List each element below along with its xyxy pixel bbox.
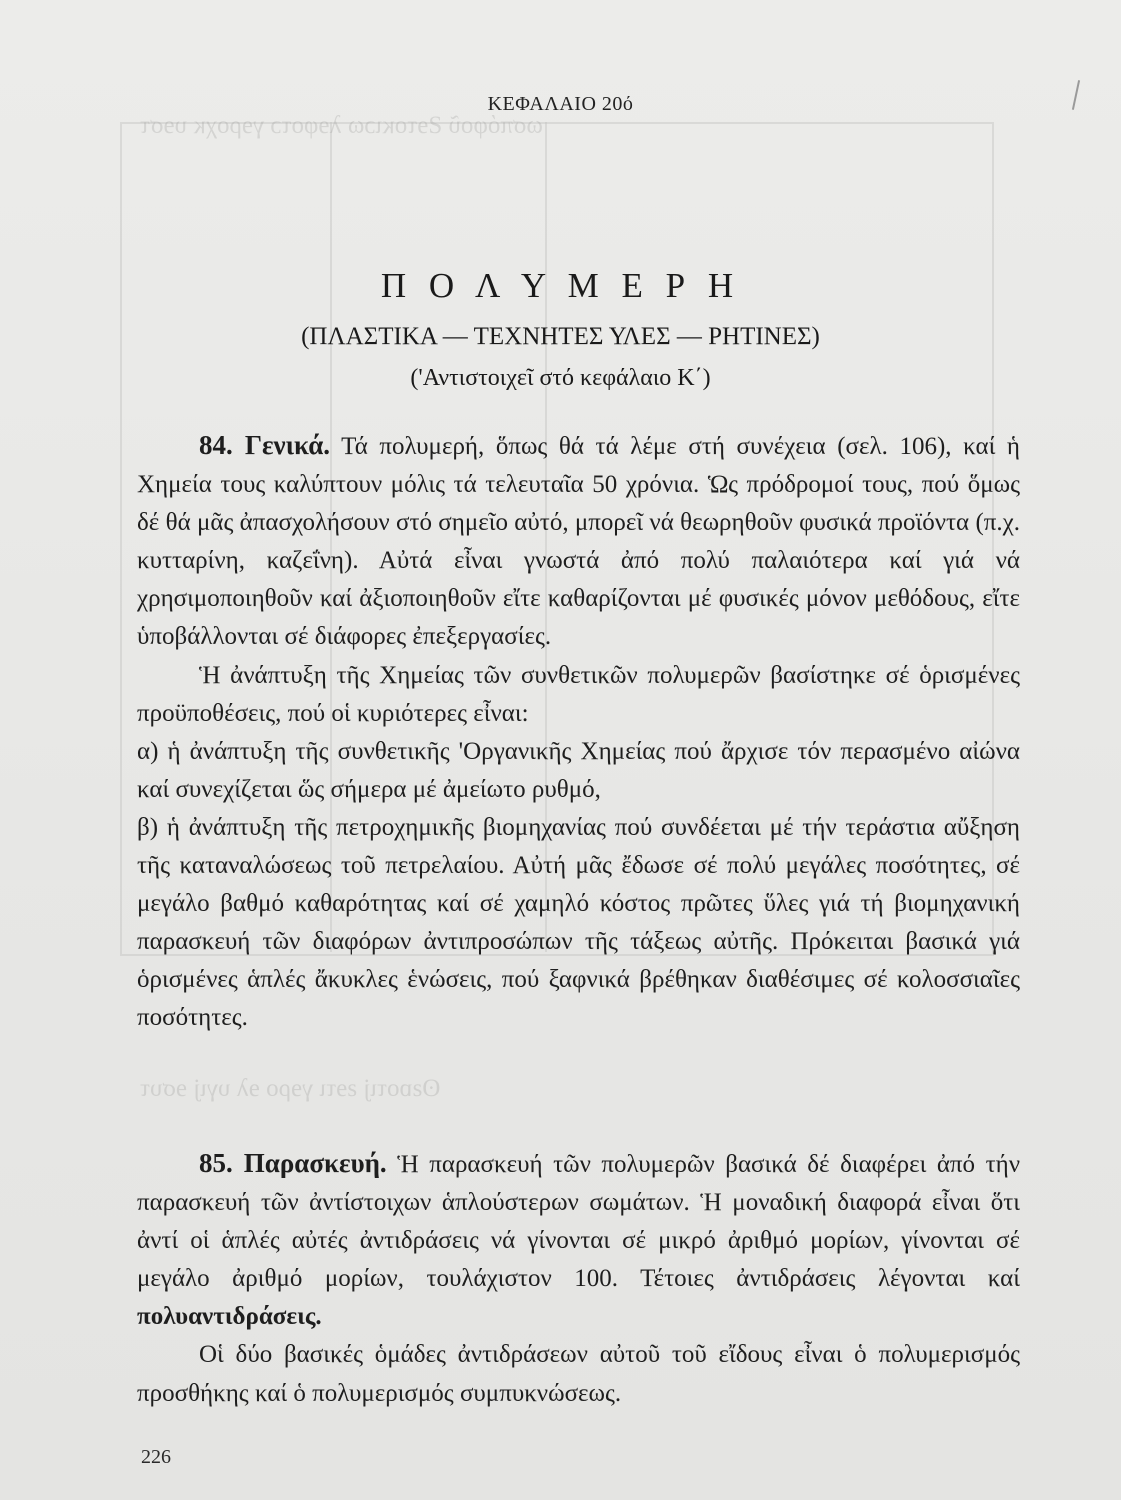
section-heading: 85. Παρασκευή. [199,1148,387,1178]
chapter-subtitle: (ΠΛΑΣΤΙΚΑ — ΤΕΧΝΗΤΕΣ ΥΛΕΣ — ΡΗΤΙΝΕΣ) [301,323,820,350]
paragraph-text: Τά πολυμερή, ὅπως θά τά λέμε στή συνέχεια (σελ. 106), καί ἡ Χημεία τους καλύπτουν μόλις τά τελευταῖα 50 χρόνια. Ὡς πρόδρομοί τους, πού ὅμως δέ θά μᾶς ἀπασχολήσουν στό σημεῖο αὐτό, μπορεῖ νά θεωρηθοῦν φυσικά προϊόντα (π.χ. κυτταρίνη, καζεΐνη). Αὐτά εἶναι γνωστά ἀπό πολύ παλαιότερα καί γιά νά χρησιμοποιηθοῦν καί ἀξιοποιηθοῦν εἴτε καθαρίζονται μέ φυσικές μόνον μεθόδους, εἴτε ὑποβάλλονται σέ διάφορες ἐπεξεργασίες. [137,433,1020,651]
page-number: 226 [141,1446,171,1468]
section-84 [137,426,1020,1038]
paragraph [137,1144,1020,1336]
paragraph [137,426,1020,657]
paragraph: Οἱ δύο βασικές ὁμάδες ἀντιδράσεων αὐτοῦ τοῦ εἴδους εἶναι ὁ πολυμερισμός προσθήκης καί ὁ πολυμερισμός συμπυκνώσεως. [137,1341,1020,1407]
bleed-through-text: ʘƨɒοτιϳ ƨɘτι γɘρο ɘλ υγιϳ ɘσυτ [140,1075,441,1102]
section-85 [137,1144,1020,1413]
section-heading: 84. Γενικά. [199,430,331,460]
list-item: β) ἡ ἀνάπτυξη τῆς πετροχημικῆς βιομηχανίας πού συνδέεται μέ τήν τεράστια αὔξηση τῆς καταναλώσεως τοῦ πετρελαίου. Αὐτή μᾶς ἔδωσε σέ πολύ μεγάλες ποσότητες, σέ μεγάλο βαθμό καθαρότητας καί σέ χαμηλό κόστος πρῶτες ὕλες γιά τή βιομηχανική παρασκευή τῶν διαφόρων ἀντιπροσώπων τῆς τάξεως αὐτῆς. Πρόκειται βασικά γιά ὁρισμένες ἁπλές ἄκυκλες ἑνώσεις, πού ξαφνικά βρέθηκαν διαθέσιμες σέ κολοσσιαῖες ποσότητες. [137,813,1020,1032]
key-term: πολυαντιδράσεις. [137,1303,322,1331]
paragraph: Ἡ ἀνάπτυξη τῆς Χημείας τῶν συνθετικῶν πολυμερῶν βασίστηκε σέ ὁρισμένες προϋποθέσεις, πού οἱ κυριότερες εἶναι: [137,661,1020,727]
running-head: ΚΕΦΑΛΑΙΟ 20ό [487,93,634,115]
chapter-title: Π Ο Λ Υ Μ Ε Ρ Η [380,266,741,305]
list-item: α) ἡ ἀνάπτυξη τῆς συνθετικῆς 'Οργανικῆς Χημείας πού ἄρχισε τόν περασμένο αἰώνα καί συνεχίζεται ὥς σήμερα μέ ἀμείωτο ρυθμό, [137,737,1020,803]
paragraph-text: Ἡ παρασκευή τῶν πολυμερῶν βασικά δέ διαφέρει ἀπό τήν παρασκευή τῶν ἀντίστοιχων ἁπλούστερων σωμάτων. Ἡ μοναδική διαφορά εἶναι ὅτι ἀντί οἱ ἁπλές αὐτές ἀντιδράσεις νά γίνονται σέ μικρό ἀριθμό μορίων, γίνονται σέ μεγάλο ἀριθμό μορίων, τουλάχιστον 100. Τέτοιες ἀντιδράσεις λέγονται καί [137,1151,1021,1293]
bleed-through-text: ωσπόφοῦ Ƨɘτοκιɔω λɘφοτɔ γɘροχκ υɘστ [140,112,543,139]
chapter-note: ('Αντιστοιχεῖ στό κεφάλαιο Κ΄) [410,365,711,391]
